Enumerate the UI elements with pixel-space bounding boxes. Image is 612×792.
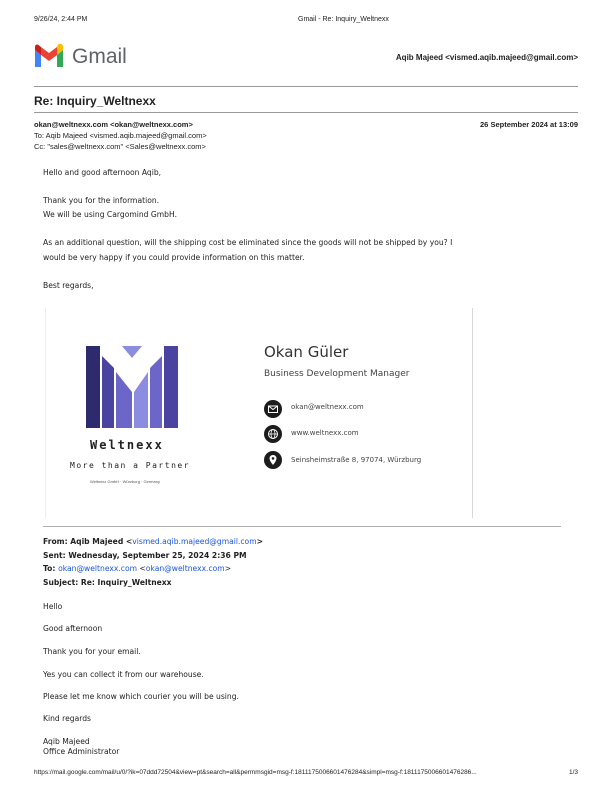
signature-email[interactable]: okan@weltnexx.com <box>291 403 364 411</box>
signature-tagline: More than a Partner <box>70 461 191 470</box>
quoted-sent: Sent: Wednesday, September 25, 2024 2:36 PM <box>43 551 247 560</box>
quoted-to-email[interactable]: okan@weltnexx.com <box>58 564 137 573</box>
quoted-from-email[interactable]: vismed.aqib.majeed@gmail.com <box>132 537 257 546</box>
quoted-to-email-alt[interactable]: okan@weltnexx.com <box>145 564 225 573</box>
quoted-line: Office Administrator <box>43 747 120 756</box>
gmail-wordmark: Gmail <box>72 45 127 68</box>
body-line: We will be using Cargomind GmbH. <box>43 210 177 219</box>
message-from: okan@weltnexx.com <okan@weltnexx.com> <box>34 120 193 129</box>
message-cc: Cc: "sales@weltnexx.com" <Sales@weltnexx.com> <box>34 142 206 151</box>
mail-icon <box>264 400 282 418</box>
message-to: To: Aqib Majeed <vismed.aqib.majeed@gmail.com> <box>34 131 207 140</box>
quoted-line: Kind regards <box>43 714 92 723</box>
print-datetime: 9/26/24, 2:44 PM <box>34 16 88 23</box>
message-date: 26 September 2024 at 13:09 <box>480 120 578 129</box>
header-divider <box>34 86 578 87</box>
print-title: Gmail - Re: Inquiry_Weltnexx <box>298 16 389 23</box>
quoted-line: Please let me know which courier you will be using. <box>43 692 239 701</box>
signature-name: Okan Güler <box>264 343 349 361</box>
quoted-subject: Subject: Re: Inquiry_Weltnexx <box>43 578 172 587</box>
body-line: As an additional question, will the shipping cost be eliminated since the goods will not be shipped by you? I <box>43 238 453 247</box>
signature-fineprint: Weltnexx GmbH · Würzburg · Germany <box>90 479 160 484</box>
body-line: would be very happy if you could provide information on this matter. <box>43 253 305 262</box>
signature-brand: Weltnexx <box>90 438 164 452</box>
print-page-number: 1/3 <box>568 769 578 776</box>
signature-role: Business Development Manager <box>264 369 410 379</box>
gmail-logo-icon[interactable] <box>33 43 65 72</box>
quoted-line: Aqib Majeed <box>43 737 90 746</box>
print-url: https://mail.google.com/mail/u/0/?ik=07ddd72504&view=pt&search=all&permmsgid=msg-f:1811175006601476284&simpl=msg-f:1811175006601476286... <box>34 769 477 776</box>
weltnexx-logo-icon <box>86 346 178 433</box>
quoted-line: Hello <box>43 602 63 611</box>
quote-divider <box>43 526 561 527</box>
signature-website[interactable]: www.weltnexx.com <box>291 429 359 437</box>
signature-address: Seinsheimstraße 8, 97074, Würzburg <box>291 456 422 464</box>
message-subject: Re: Inquiry_Weltnexx <box>34 94 156 108</box>
quoted-line: Yes you can collect it from our warehouse. <box>43 670 204 679</box>
location-pin-icon <box>264 451 282 469</box>
quoted-line: Good afternoon <box>43 624 103 633</box>
body-line: Thank you for the information. <box>43 196 160 205</box>
quoted-from: From: Aqib Majeed <vismed.aqib.majeed@gmail.com> <box>43 537 263 546</box>
body-line: Best regards, <box>43 281 94 290</box>
account-address: Aqib Majeed <vismed.aqib.majeed@gmail.com> <box>395 53 578 62</box>
quoted-line: Thank you for your email. <box>43 647 141 656</box>
quoted-to: To: okan@weltnexx.com <okan@weltnexx.com> <box>43 564 232 573</box>
globe-icon <box>264 425 282 443</box>
subject-divider <box>34 112 578 113</box>
body-line: Hello and good afternoon Aqib, <box>43 168 162 177</box>
